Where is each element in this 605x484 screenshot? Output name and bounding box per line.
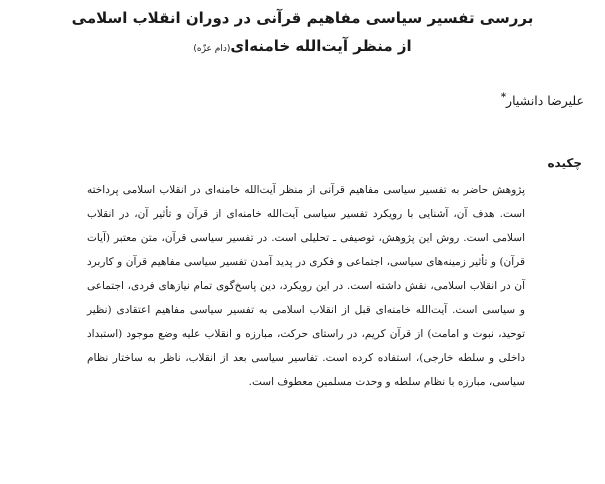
title-honorific: (دام عزّه) bbox=[193, 44, 231, 54]
abstract-body: پژوهش حاضر به تفسیر سیاسی مفاهیم قرآنی از منظر آیت‌الله خامنه‌ای در انقلاب اسلامی پرداخته است. هدف آن، آشنایی با رویکرد تفسیر سیاسی آیت‌الله خامنه‌ای از قرآن و تأثیر آن، در انقلاب اسلامی است. روش این پژوهش، توصیفی ـ تحلیلی است. در تفسیر سیاسی قرآن، متن معتبر (آیات قرآن) و تأثیر زمینه‌های سیاسی، اجتماعی و فکری در پدید آمدن تفسیر سیاسی مفاهیم قرآن و کاربرد آن در انقلاب اسلامی، نقش داشته است. در این رویکرد، دین پاسخ‌گوی تمام نیازهای فردی، اجتماعی و سیاسی است. آیت‌الله خامنه‌ای قبل از انقلاب اسلامی به تفسیر سیاسی مفاهیم اعتقادی (نظیر توحید، نبوت و امامت) از قرآن کریم، در راستای حرکت، مبارزه و انقلاب علیه وضع موجود (استبداد داخلی و سلطه خارجی)، استفاده کرده است. تفاسیر سیاسی بعد از انقلاب، ناظر به ساختار نظام سیاسی، مبارزه با نظام سلطه و وحدت مسلمین معطوف است. bbox=[87, 184, 525, 388]
author-name: علیرضا دانشیار bbox=[506, 93, 584, 108]
author-line bbox=[501, 92, 584, 110]
article-title bbox=[30, 6, 575, 61]
author-footnote-marker: * bbox=[500, 91, 507, 103]
title-line-2 bbox=[30, 34, 575, 61]
title-line-2-main: از منظر آیت‌الله خامنه‌ای bbox=[230, 37, 412, 55]
abstract-heading: چکیده bbox=[547, 156, 582, 170]
title-line-1: بررسی تفسیر سیاسی مفاهیم قرآنی در دوران انقلاب اسلامی bbox=[71, 9, 534, 27]
